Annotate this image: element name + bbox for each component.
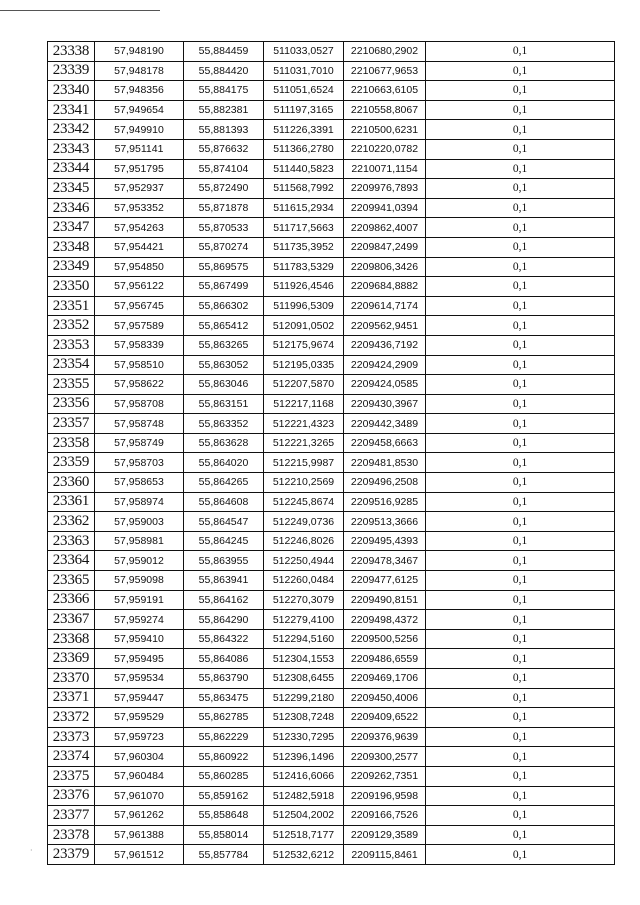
- latitude-cell: 57,959529: [95, 708, 184, 728]
- point-number-cell: 23366: [48, 590, 95, 610]
- y-coordinate-cell: 2209477,6125: [344, 571, 426, 591]
- table-row: [48, 159, 615, 179]
- latitude-cell: 57,949654: [95, 100, 184, 120]
- x-coordinate-cell: 512221,3265: [264, 433, 344, 453]
- table-row: [48, 335, 615, 355]
- table-row: [48, 139, 615, 159]
- precision-cell: 0,1: [426, 845, 615, 865]
- y-coordinate-cell: 2209976,7893: [344, 179, 426, 199]
- latitude-cell: 57,958974: [95, 492, 184, 512]
- point-number-cell: 23346: [48, 198, 95, 218]
- precision-cell: 0,1: [426, 100, 615, 120]
- latitude-cell: 57,952937: [95, 179, 184, 199]
- x-coordinate-cell: 512330,7295: [264, 727, 344, 747]
- point-number-cell: 23342: [48, 120, 95, 140]
- latitude-cell: 57,953352: [95, 198, 184, 218]
- table-row: [48, 277, 615, 297]
- y-coordinate-cell: 2209513,3666: [344, 512, 426, 532]
- table-row: [48, 179, 615, 199]
- x-coordinate-cell: 512207,5870: [264, 375, 344, 395]
- latitude-cell: 57,948178: [95, 61, 184, 81]
- point-number-cell: 23370: [48, 669, 95, 689]
- x-coordinate-cell: 511996,5309: [264, 296, 344, 316]
- point-number-cell: 23355: [48, 375, 95, 395]
- latitude-cell: 57,959410: [95, 629, 184, 649]
- y-coordinate-cell: 2209450,4006: [344, 688, 426, 708]
- longitude-cell: 55,862785: [184, 708, 264, 728]
- x-coordinate-cell: 511783,5329: [264, 257, 344, 277]
- precision-cell: 0,1: [426, 179, 615, 199]
- table-row: [48, 355, 615, 375]
- precision-cell: 0,1: [426, 375, 615, 395]
- table-body: [48, 42, 615, 865]
- longitude-cell: 55,864086: [184, 649, 264, 669]
- x-coordinate-cell: 512504,2002: [264, 806, 344, 826]
- latitude-cell: 57,948356: [95, 81, 184, 101]
- longitude-cell: 55,884420: [184, 61, 264, 81]
- table-row: [48, 786, 615, 806]
- point-number-cell: 23358: [48, 433, 95, 453]
- point-number-cell: 23359: [48, 453, 95, 473]
- precision-cell: 0,1: [426, 257, 615, 277]
- x-coordinate-cell: 512396,1496: [264, 747, 344, 767]
- longitude-cell: 55,857784: [184, 845, 264, 865]
- y-coordinate-cell: 2209115,8461: [344, 845, 426, 865]
- precision-cell: 0,1: [426, 473, 615, 493]
- latitude-cell: 57,959191: [95, 590, 184, 610]
- table-row: [48, 845, 615, 865]
- x-coordinate-cell: 512215,9987: [264, 453, 344, 473]
- latitude-cell: 57,959723: [95, 727, 184, 747]
- table-row: [48, 433, 615, 453]
- latitude-cell: 57,958708: [95, 394, 184, 414]
- y-coordinate-cell: 2209516,9285: [344, 492, 426, 512]
- latitude-cell: 57,956745: [95, 296, 184, 316]
- precision-cell: 0,1: [426, 669, 615, 689]
- longitude-cell: 55,863475: [184, 688, 264, 708]
- longitude-cell: 55,860285: [184, 766, 264, 786]
- point-number-cell: 23354: [48, 355, 95, 375]
- longitude-cell: 55,858648: [184, 806, 264, 826]
- point-number-cell: 23349: [48, 257, 95, 277]
- table-row: [48, 610, 615, 630]
- coordinates-table: [47, 41, 615, 865]
- table-row: [48, 218, 615, 238]
- latitude-cell: 57,959003: [95, 512, 184, 532]
- x-coordinate-cell: 512532,6212: [264, 845, 344, 865]
- y-coordinate-cell: 2209941,0394: [344, 198, 426, 218]
- longitude-cell: 55,864162: [184, 590, 264, 610]
- table-row: [48, 708, 615, 728]
- table-row: [48, 629, 615, 649]
- x-coordinate-cell: 512416,6066: [264, 766, 344, 786]
- longitude-cell: 55,870274: [184, 237, 264, 257]
- y-coordinate-cell: 2209129,3589: [344, 825, 426, 845]
- longitude-cell: 55,864020: [184, 453, 264, 473]
- table-row: [48, 120, 615, 140]
- latitude-cell: 57,958510: [95, 355, 184, 375]
- x-coordinate-cell: 512091,0502: [264, 316, 344, 336]
- table-row: [48, 766, 615, 786]
- x-coordinate-cell: 512308,6455: [264, 669, 344, 689]
- precision-cell: 0,1: [426, 766, 615, 786]
- point-number-cell: 23378: [48, 825, 95, 845]
- latitude-cell: 57,949910: [95, 120, 184, 140]
- x-coordinate-cell: 512308,7248: [264, 708, 344, 728]
- table-row: [48, 100, 615, 120]
- longitude-cell: 55,859162: [184, 786, 264, 806]
- y-coordinate-cell: 2209490,8151: [344, 590, 426, 610]
- x-coordinate-cell: 512304,1553: [264, 649, 344, 669]
- y-coordinate-cell: 2210680,2902: [344, 42, 426, 62]
- y-coordinate-cell: 2209806,3426: [344, 257, 426, 277]
- y-coordinate-cell: 2210558,8067: [344, 100, 426, 120]
- point-number-cell: 23368: [48, 629, 95, 649]
- y-coordinate-cell: 2209847,2499: [344, 237, 426, 257]
- latitude-cell: 57,957589: [95, 316, 184, 336]
- longitude-cell: 55,864322: [184, 629, 264, 649]
- precision-cell: 0,1: [426, 335, 615, 355]
- table-row: [48, 61, 615, 81]
- x-coordinate-cell: 511197,3165: [264, 100, 344, 120]
- table-row: [48, 747, 615, 767]
- y-coordinate-cell: 2209498,4372: [344, 610, 426, 630]
- y-coordinate-cell: 2209166,7526: [344, 806, 426, 826]
- longitude-cell: 55,881393: [184, 120, 264, 140]
- precision-cell: 0,1: [426, 629, 615, 649]
- precision-cell: 0,1: [426, 277, 615, 297]
- latitude-cell: 57,958339: [95, 335, 184, 355]
- latitude-cell: 57,959012: [95, 551, 184, 571]
- longitude-cell: 55,864290: [184, 610, 264, 630]
- x-coordinate-cell: 511568,7992: [264, 179, 344, 199]
- precision-cell: 0,1: [426, 355, 615, 375]
- point-number-cell: 23374: [48, 747, 95, 767]
- table-row: [48, 649, 615, 669]
- longitude-cell: 55,863265: [184, 335, 264, 355]
- point-number-cell: 23372: [48, 708, 95, 728]
- y-coordinate-cell: 2209478,3467: [344, 551, 426, 571]
- table-row: [48, 237, 615, 257]
- precision-cell: 0,1: [426, 218, 615, 238]
- table-row: [48, 42, 615, 62]
- x-coordinate-cell: 512246,8026: [264, 531, 344, 551]
- y-coordinate-cell: 2209684,8882: [344, 277, 426, 297]
- scan-speck: ·: [30, 846, 33, 855]
- y-coordinate-cell: 2210220,0782: [344, 139, 426, 159]
- latitude-cell: 57,958981: [95, 531, 184, 551]
- table-row: [48, 316, 615, 336]
- y-coordinate-cell: 2209458,6663: [344, 433, 426, 453]
- latitude-cell: 57,961070: [95, 786, 184, 806]
- y-coordinate-cell: 2210663,6105: [344, 81, 426, 101]
- table-row: [48, 473, 615, 493]
- x-coordinate-cell: 512279,4100: [264, 610, 344, 630]
- longitude-cell: 55,884459: [184, 42, 264, 62]
- x-coordinate-cell: 512175,9674: [264, 335, 344, 355]
- precision-cell: 0,1: [426, 786, 615, 806]
- precision-cell: 0,1: [426, 198, 615, 218]
- longitude-cell: 55,863352: [184, 414, 264, 434]
- precision-cell: 0,1: [426, 610, 615, 630]
- precision-cell: 0,1: [426, 296, 615, 316]
- precision-cell: 0,1: [426, 531, 615, 551]
- point-number-cell: 23348: [48, 237, 95, 257]
- longitude-cell: 55,864265: [184, 473, 264, 493]
- latitude-cell: 57,961262: [95, 806, 184, 826]
- table-row: [48, 551, 615, 571]
- point-number-cell: 23377: [48, 806, 95, 826]
- table-row: [48, 531, 615, 551]
- y-coordinate-cell: 2210071,1154: [344, 159, 426, 179]
- longitude-cell: 55,871878: [184, 198, 264, 218]
- precision-cell: 0,1: [426, 571, 615, 591]
- point-number-cell: 23357: [48, 414, 95, 434]
- y-coordinate-cell: 2209196,9598: [344, 786, 426, 806]
- latitude-cell: 57,960304: [95, 747, 184, 767]
- latitude-cell: 57,958653: [95, 473, 184, 493]
- latitude-cell: 57,959534: [95, 669, 184, 689]
- point-number-cell: 23363: [48, 531, 95, 551]
- longitude-cell: 55,863052: [184, 355, 264, 375]
- latitude-cell: 57,959495: [95, 649, 184, 669]
- precision-cell: 0,1: [426, 492, 615, 512]
- table-row: [48, 81, 615, 101]
- latitude-cell: 57,956122: [95, 277, 184, 297]
- precision-cell: 0,1: [426, 727, 615, 747]
- latitude-cell: 57,954263: [95, 218, 184, 238]
- latitude-cell: 57,954421: [95, 237, 184, 257]
- longitude-cell: 55,867499: [184, 277, 264, 297]
- x-coordinate-cell: 512217,1168: [264, 394, 344, 414]
- table-row: [48, 394, 615, 414]
- longitude-cell: 55,860922: [184, 747, 264, 767]
- point-number-cell: 23367: [48, 610, 95, 630]
- precision-cell: 0,1: [426, 551, 615, 571]
- longitude-cell: 55,864245: [184, 531, 264, 551]
- precision-cell: 0,1: [426, 747, 615, 767]
- point-number-cell: 23352: [48, 316, 95, 336]
- precision-cell: 0,1: [426, 61, 615, 81]
- y-coordinate-cell: 2209424,0585: [344, 375, 426, 395]
- latitude-cell: 57,958748: [95, 414, 184, 434]
- x-coordinate-cell: 512299,2180: [264, 688, 344, 708]
- longitude-cell: 55,874104: [184, 159, 264, 179]
- precision-cell: 0,1: [426, 414, 615, 434]
- latitude-cell: 57,948190: [95, 42, 184, 62]
- precision-cell: 0,1: [426, 139, 615, 159]
- y-coordinate-cell: 2209442,3489: [344, 414, 426, 434]
- latitude-cell: 57,960484: [95, 766, 184, 786]
- point-number-cell: 23339: [48, 61, 95, 81]
- x-coordinate-cell: 511033,0527: [264, 42, 344, 62]
- point-number-cell: 23347: [48, 218, 95, 238]
- latitude-cell: 57,958622: [95, 375, 184, 395]
- table-row: [48, 688, 615, 708]
- y-coordinate-cell: 2210677,9653: [344, 61, 426, 81]
- table-row: [48, 825, 615, 845]
- longitude-cell: 55,863628: [184, 433, 264, 453]
- y-coordinate-cell: 2209300,2577: [344, 747, 426, 767]
- latitude-cell: 57,959447: [95, 688, 184, 708]
- point-number-cell: 23338: [48, 42, 95, 62]
- precision-cell: 0,1: [426, 590, 615, 610]
- y-coordinate-cell: 2210500,6231: [344, 120, 426, 140]
- y-coordinate-cell: 2209376,9639: [344, 727, 426, 747]
- point-number-cell: 23375: [48, 766, 95, 786]
- point-number-cell: 23365: [48, 571, 95, 591]
- x-coordinate-cell: 512482,5918: [264, 786, 344, 806]
- y-coordinate-cell: 2209500,5256: [344, 629, 426, 649]
- precision-cell: 0,1: [426, 42, 615, 62]
- table-row: [48, 492, 615, 512]
- point-number-cell: 23373: [48, 727, 95, 747]
- longitude-cell: 55,865412: [184, 316, 264, 336]
- precision-cell: 0,1: [426, 237, 615, 257]
- latitude-cell: 57,958703: [95, 453, 184, 473]
- y-coordinate-cell: 2209262,7351: [344, 766, 426, 786]
- longitude-cell: 55,864608: [184, 492, 264, 512]
- longitude-cell: 55,872490: [184, 179, 264, 199]
- point-number-cell: 23353: [48, 335, 95, 355]
- precision-cell: 0,1: [426, 316, 615, 336]
- table-row: [48, 296, 615, 316]
- table-row: [48, 453, 615, 473]
- x-coordinate-cell: 512249,0736: [264, 512, 344, 532]
- latitude-cell: 57,954850: [95, 257, 184, 277]
- point-number-cell: 23344: [48, 159, 95, 179]
- precision-cell: 0,1: [426, 433, 615, 453]
- point-number-cell: 23360: [48, 473, 95, 493]
- precision-cell: 0,1: [426, 453, 615, 473]
- precision-cell: 0,1: [426, 394, 615, 414]
- longitude-cell: 55,863955: [184, 551, 264, 571]
- point-number-cell: 23343: [48, 139, 95, 159]
- table-row: [48, 806, 615, 826]
- table-row: [48, 198, 615, 218]
- x-coordinate-cell: 512250,4944: [264, 551, 344, 571]
- longitude-cell: 55,870533: [184, 218, 264, 238]
- latitude-cell: 57,951141: [95, 139, 184, 159]
- x-coordinate-cell: 511615,2934: [264, 198, 344, 218]
- point-number-cell: 23351: [48, 296, 95, 316]
- point-number-cell: 23362: [48, 512, 95, 532]
- y-coordinate-cell: 2209436,7192: [344, 335, 426, 355]
- precision-cell: 0,1: [426, 512, 615, 532]
- latitude-cell: 57,951795: [95, 159, 184, 179]
- x-coordinate-cell: 512294,5160: [264, 629, 344, 649]
- longitude-cell: 55,863790: [184, 669, 264, 689]
- latitude-cell: 57,961388: [95, 825, 184, 845]
- point-number-cell: 23376: [48, 786, 95, 806]
- longitude-cell: 55,858014: [184, 825, 264, 845]
- table-row: [48, 669, 615, 689]
- x-coordinate-cell: 512270,3079: [264, 590, 344, 610]
- point-number-cell: 23361: [48, 492, 95, 512]
- x-coordinate-cell: 511031,7010: [264, 61, 344, 81]
- x-coordinate-cell: 511051,6524: [264, 81, 344, 101]
- table-row: [48, 375, 615, 395]
- longitude-cell: 55,884175: [184, 81, 264, 101]
- point-number-cell: 23364: [48, 551, 95, 571]
- longitude-cell: 55,876632: [184, 139, 264, 159]
- longitude-cell: 55,882381: [184, 100, 264, 120]
- point-number-cell: 23341: [48, 100, 95, 120]
- latitude-cell: 57,961512: [95, 845, 184, 865]
- precision-cell: 0,1: [426, 120, 615, 140]
- y-coordinate-cell: 2209862,4007: [344, 218, 426, 238]
- x-coordinate-cell: 512518,7177: [264, 825, 344, 845]
- longitude-cell: 55,864547: [184, 512, 264, 532]
- y-coordinate-cell: 2209486,6559: [344, 649, 426, 669]
- x-coordinate-cell: 511735,3952: [264, 237, 344, 257]
- x-coordinate-cell: 512210,2569: [264, 473, 344, 493]
- y-coordinate-cell: 2209481,8530: [344, 453, 426, 473]
- precision-cell: 0,1: [426, 688, 615, 708]
- y-coordinate-cell: 2209562,9451: [344, 316, 426, 336]
- y-coordinate-cell: 2209469,1706: [344, 669, 426, 689]
- y-coordinate-cell: 2209496,2508: [344, 473, 426, 493]
- x-coordinate-cell: 512221,4323: [264, 414, 344, 434]
- longitude-cell: 55,863941: [184, 571, 264, 591]
- point-number-cell: 23340: [48, 81, 95, 101]
- longitude-cell: 55,863046: [184, 375, 264, 395]
- point-number-cell: 23371: [48, 688, 95, 708]
- table-row: [48, 590, 615, 610]
- table-row: [48, 727, 615, 747]
- x-coordinate-cell: 512245,8674: [264, 492, 344, 512]
- table-row: [48, 257, 615, 277]
- precision-cell: 0,1: [426, 81, 615, 101]
- table-row: [48, 414, 615, 434]
- x-coordinate-cell: 512195,0335: [264, 355, 344, 375]
- y-coordinate-cell: 2209409,6522: [344, 708, 426, 728]
- longitude-cell: 55,869575: [184, 257, 264, 277]
- precision-cell: 0,1: [426, 825, 615, 845]
- header-rule: [0, 10, 160, 11]
- latitude-cell: 57,959274: [95, 610, 184, 630]
- y-coordinate-cell: 2209614,7174: [344, 296, 426, 316]
- y-coordinate-cell: 2209430,3967: [344, 394, 426, 414]
- longitude-cell: 55,863151: [184, 394, 264, 414]
- x-coordinate-cell: 511366,2780: [264, 139, 344, 159]
- y-coordinate-cell: 2209424,2909: [344, 355, 426, 375]
- x-coordinate-cell: 511717,5663: [264, 218, 344, 238]
- y-coordinate-cell: 2209495,4393: [344, 531, 426, 551]
- point-number-cell: 23350: [48, 277, 95, 297]
- point-number-cell: 23356: [48, 394, 95, 414]
- point-number-cell: 23345: [48, 179, 95, 199]
- precision-cell: 0,1: [426, 708, 615, 728]
- precision-cell: 0,1: [426, 159, 615, 179]
- x-coordinate-cell: 511440,5823: [264, 159, 344, 179]
- x-coordinate-cell: 512260,0484: [264, 571, 344, 591]
- precision-cell: 0,1: [426, 649, 615, 669]
- x-coordinate-cell: 511926,4546: [264, 277, 344, 297]
- latitude-cell: 57,958749: [95, 433, 184, 453]
- latitude-cell: 57,959098: [95, 571, 184, 591]
- table-row: [48, 512, 615, 532]
- point-number-cell: 23369: [48, 649, 95, 669]
- precision-cell: 0,1: [426, 806, 615, 826]
- table-row: [48, 571, 615, 591]
- longitude-cell: 55,862229: [184, 727, 264, 747]
- point-number-cell: 23379: [48, 845, 95, 865]
- x-coordinate-cell: 511226,3391: [264, 120, 344, 140]
- longitude-cell: 55,866302: [184, 296, 264, 316]
